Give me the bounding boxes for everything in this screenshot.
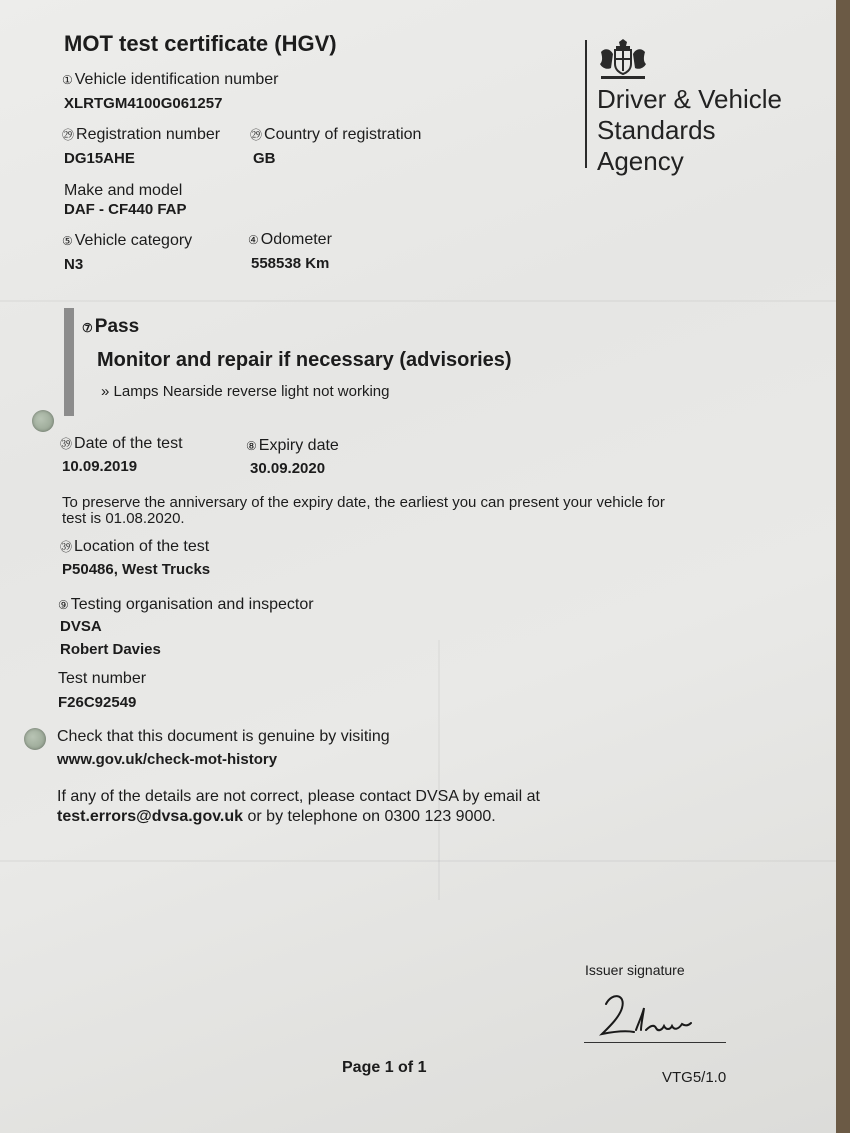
make-model-value: DAF - CF440 FAP [64, 201, 187, 218]
result-status: ⑦ Pass [82, 316, 140, 337]
genuine-check-text: Check that this document is genuine by visiting [57, 728, 390, 745]
punch-hole [24, 728, 46, 750]
registration-value: DG15AHE [64, 150, 135, 167]
test-number-value: F26C92549 [58, 694, 137, 711]
advisory-item: » Lamps Nearside reverse light not working [101, 383, 390, 400]
test-location-label: ㊴ Location of the test [60, 538, 210, 555]
odometer-label: ④ Odometer [248, 231, 332, 248]
vehicle-category-value: N3 [64, 256, 84, 273]
expiry-date-value: 30.09.2020 [250, 460, 326, 477]
contact-text-line-2: test.errors@dvsa.gov.uk or by telephone on 0300 123 9000. [57, 808, 496, 825]
document-title: MOT test certificate (HGV) [64, 31, 337, 56]
issuer-signature-image [596, 990, 714, 1042]
anniversary-note-line-2: test is 01.08.2020. [62, 510, 185, 527]
field-marker: ⑦ [82, 321, 93, 335]
vehicle-category-label: ⑤ Vehicle category [62, 232, 193, 249]
expiry-date-label: ⑧ Expiry date [246, 437, 339, 454]
contact-text-line-1: If any of the details are not correct, please contact DVSA by email at [57, 788, 540, 805]
paper-crease [0, 860, 836, 862]
test-date-value: 10.09.2019 [62, 458, 138, 475]
field-marker: ⑨ [58, 598, 69, 612]
field-marker: ⑤ [62, 234, 73, 248]
country-value: GB [253, 150, 276, 167]
vin-label: ① Vehicle identification number [62, 71, 279, 88]
test-location-value: P50486, West Trucks [62, 561, 211, 578]
agency-name-line-3: Agency [597, 146, 684, 176]
contact-email-link[interactable]: test.errors@dvsa.gov.uk [57, 808, 244, 825]
field-marker: ㉙ [250, 128, 263, 142]
page-number: Page 1 of 1 [342, 1059, 427, 1076]
test-number-label: Test number [58, 670, 147, 687]
country-label: ㉙ Country of registration [250, 126, 422, 143]
test-date-label: ㊴ Date of the test [60, 435, 183, 452]
field-marker: ㊴ [60, 437, 73, 451]
make-model-label: Make and model [64, 182, 183, 199]
paper-crease [0, 300, 836, 302]
punch-hole [32, 410, 54, 432]
form-code: VTG5/1.0 [662, 1069, 727, 1086]
check-mot-history-link[interactable]: www.gov.uk/check-mot-history [57, 751, 278, 768]
field-marker: ㉙ [62, 128, 75, 142]
royal-coat-of-arms-icon [597, 38, 649, 82]
agency-name-line-2: Standards [597, 115, 716, 145]
advisories-heading: Monitor and repair if necessary (advisories) [97, 349, 512, 371]
result-indicator-bar [64, 308, 74, 416]
odometer-value: 558538 Km [251, 255, 330, 272]
registration-label: ㉙ Registration number [62, 126, 221, 143]
field-marker: ④ [248, 233, 259, 247]
field-marker: ① [62, 73, 73, 87]
organisation-value: DVSA [60, 618, 102, 635]
signature-line [584, 1042, 726, 1043]
agency-divider [585, 40, 587, 168]
anniversary-note-line-1: To preserve the anniversary of the expiry date, the earliest you can present your vehicle for [62, 494, 665, 511]
field-marker: ㊴ [60, 540, 73, 554]
organisation-label: ⑨ Testing organisation and inspector [58, 596, 314, 613]
inspector-name: Robert Davies [60, 641, 161, 658]
vin-value: XLRTGM4100G061257 [64, 95, 223, 112]
agency-name-line-1: Driver & Vehicle [597, 84, 782, 114]
field-marker: ⑧ [246, 439, 257, 453]
issuer-signature-label: Issuer signature [585, 962, 685, 978]
